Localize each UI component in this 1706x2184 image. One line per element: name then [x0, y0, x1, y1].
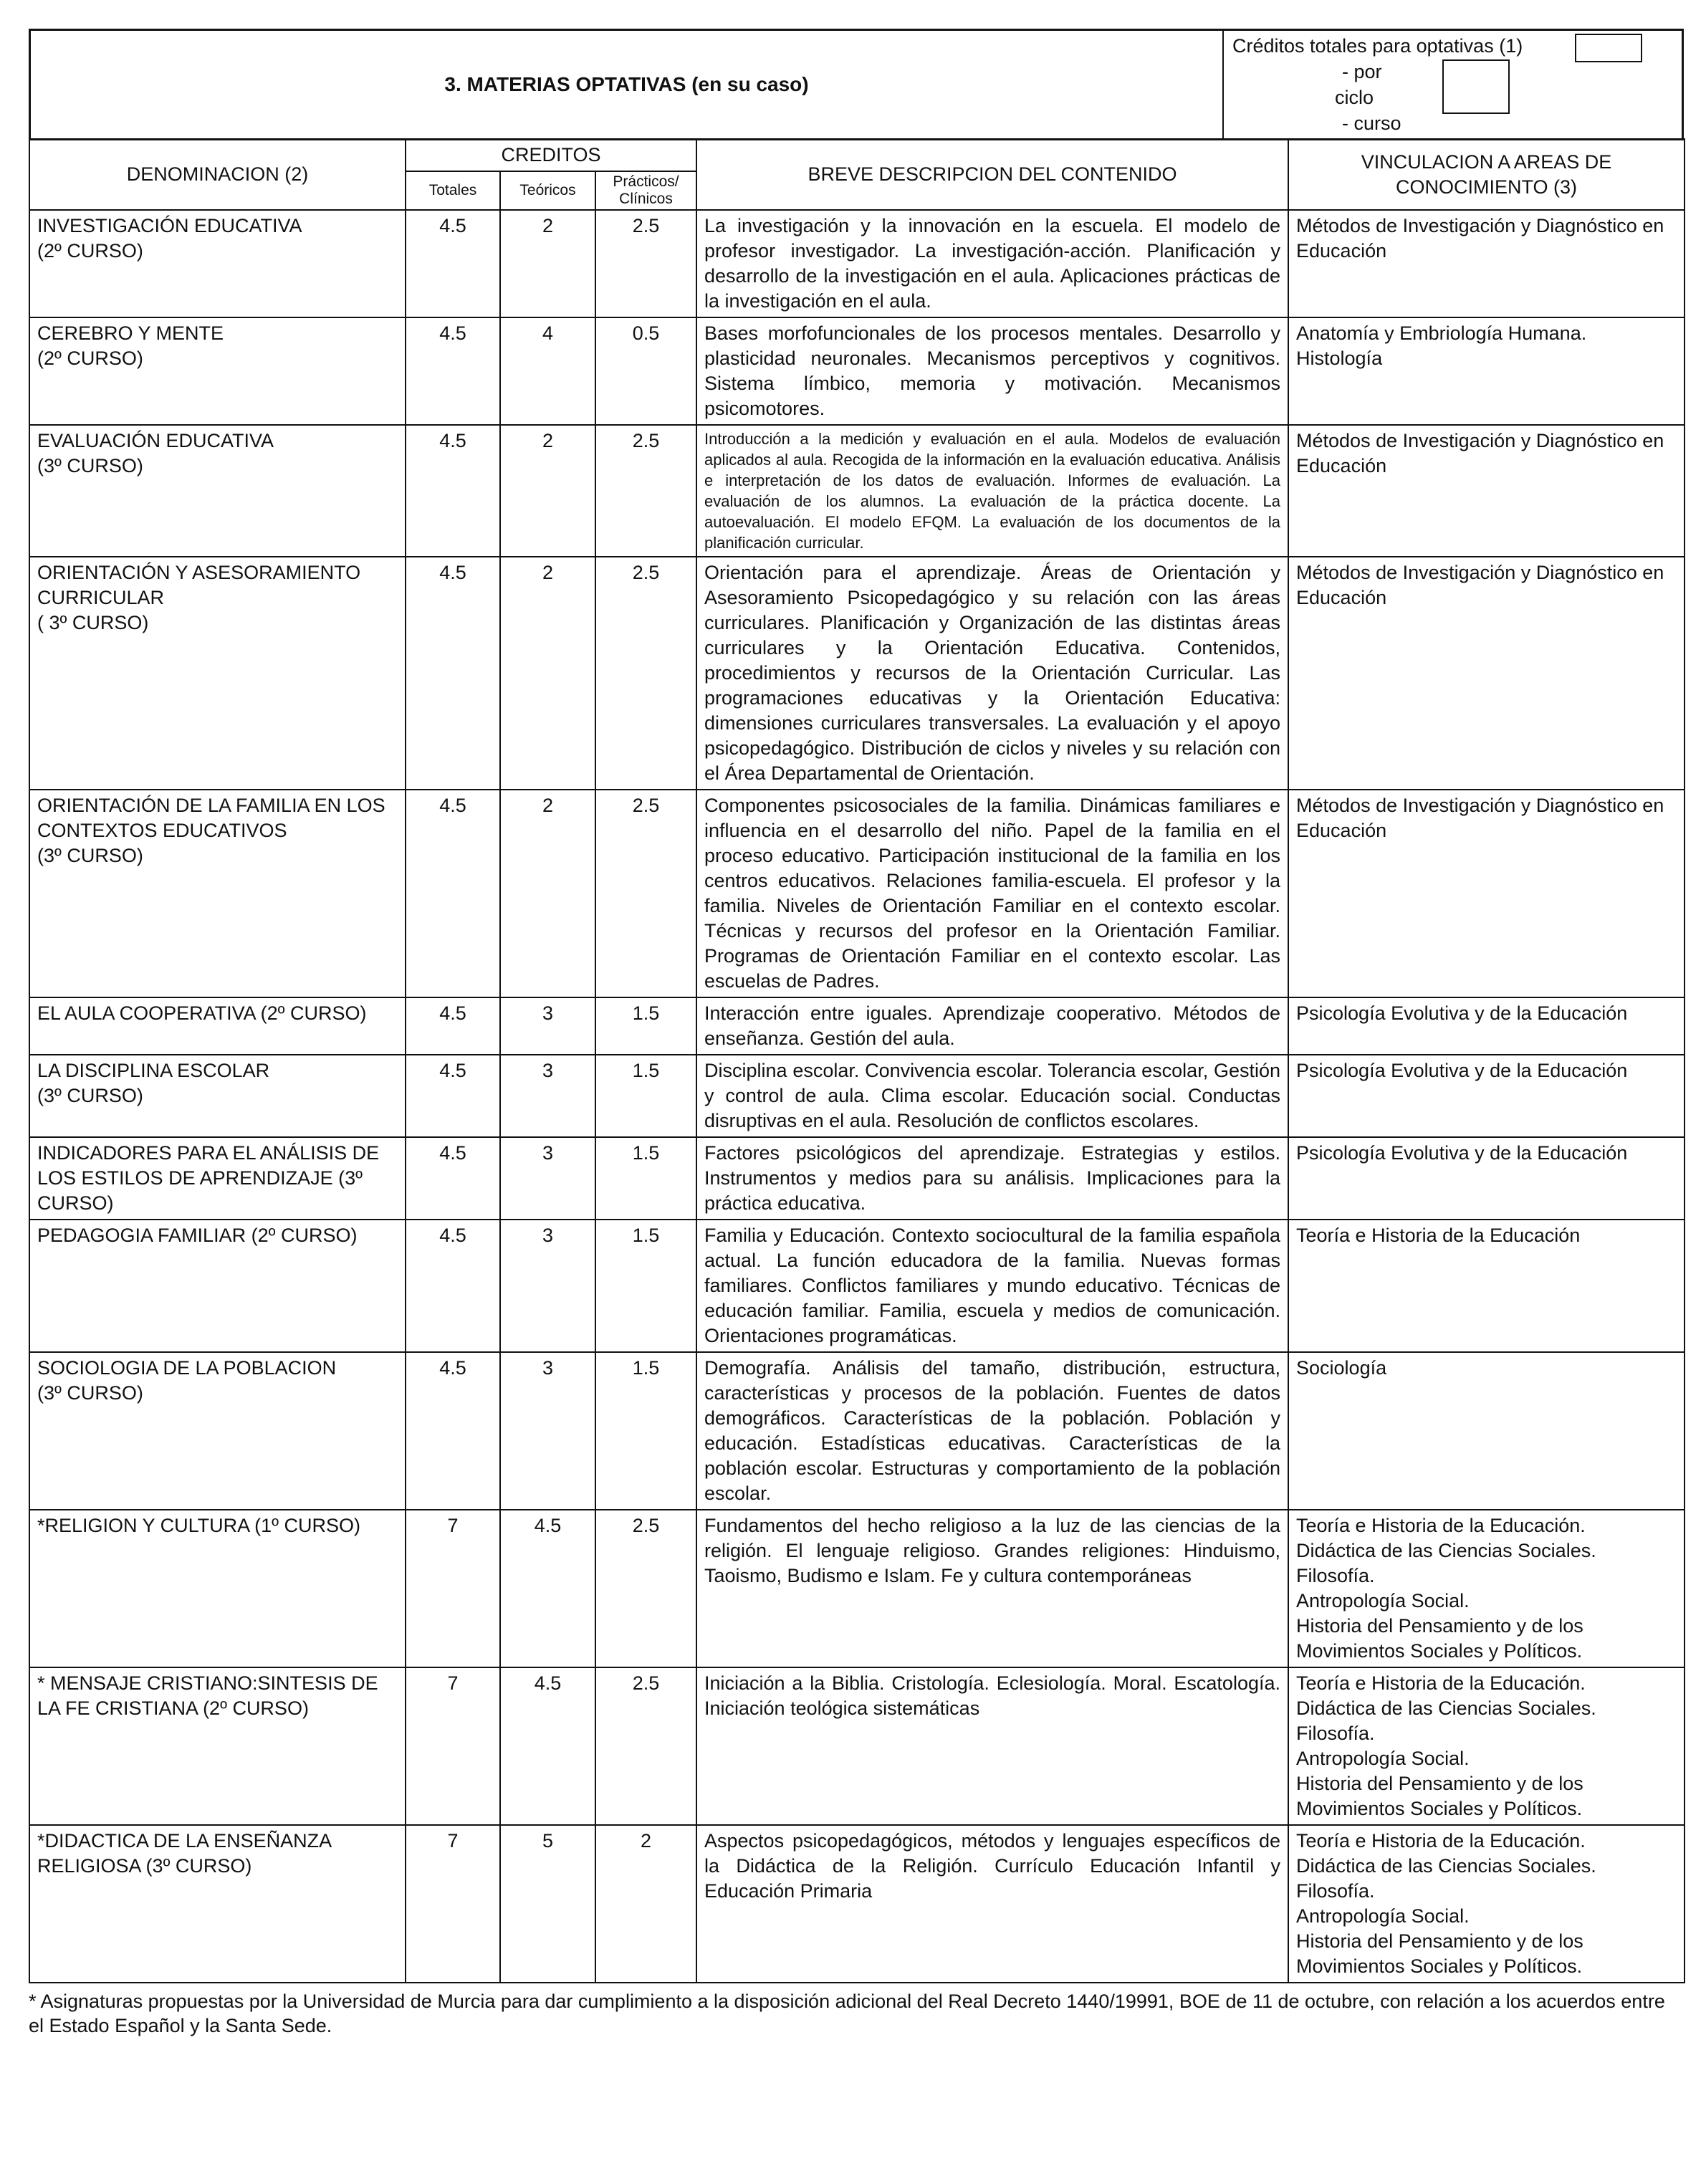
credits-theory: 3	[500, 1220, 595, 1352]
table-row	[29, 557, 1685, 790]
subject-name: LA DISCIPLINA ESCOLAR	[37, 1060, 270, 1081]
area-item: Antropología Social.	[1296, 1905, 1470, 1927]
credits-theory: 3	[500, 997, 595, 1055]
table-row	[29, 317, 1685, 425]
total-credits-label: Créditos totales para optativas (1)	[1232, 35, 1523, 57]
subject-cell	[29, 1825, 406, 1983]
credits-total: 4.5	[406, 1055, 500, 1137]
content-description: Factores psicológicos del aprendizaje. Estrategias y estilos. Instrumentos y medios para su análisis. Implicaciones para la práctica educativa.	[696, 1137, 1288, 1220]
credits-practice: 2.5	[595, 425, 696, 557]
footnote: * Asignaturas propuestas por la Universidad de Murcia para dar cumplimiento a la disposición adicional del Real Decreto 1440/19991, BOE de 11 de octubre, con relación a los acuerdos entre el Estado Español y la Santa Sede.	[29, 1991, 1665, 2036]
content-description: Aspectos psicopedagógicos, métodos y lenguajes específicos de la Didáctica de la Religión. Currículo Educación Infantil y Educación Primaria	[696, 1825, 1288, 1983]
document	[29, 29, 1684, 2038]
credits-total: 4.5	[406, 425, 500, 557]
credits-practice: 1.5	[595, 1137, 696, 1220]
credits-practice: 2.5	[595, 557, 696, 790]
col-descripcion: BREVE DESCRIPCION DEL CONTENIDO	[696, 139, 1288, 210]
area-item: Historia del Pensamiento y de los Movimientos Sociales y Políticos.	[1296, 1615, 1583, 1662]
subject-course: ( 3º CURSO)	[37, 612, 149, 633]
content-description: Iniciación a la Biblia. Cristología. Eclesiología. Moral. Escatología. Iniciación teológica sistemáticas	[696, 1667, 1288, 1825]
area-item: Métodos de Investigación y Diagnóstico en Educación	[1296, 430, 1664, 476]
area-item: Psicología Evolutiva y de la Educación	[1296, 1060, 1628, 1081]
content-description: Componentes psicosociales de la familia. Dinámicas familiares e influencia en el desarrollo del niño. Papel de la familia en el proceso educativo. Participación institucional de la familia en los centros educativos. Relaciones familia-escuela. El profesor y la familia. Niveles de Orientación Familiar en el contexto escolar. Técnicas y recursos del profesor en la Orientación Familiar. Programas de Orientación Familiar en el contexto escolar. Las escuelas de Padres.	[696, 790, 1288, 997]
subjects-table	[29, 138, 1685, 1983]
subject-cell	[29, 1220, 406, 1352]
area-item: Psicología Evolutiva y de la Educación	[1296, 1002, 1628, 1024]
table-row	[29, 997, 1685, 1055]
per-cycle-box	[1442, 59, 1510, 114]
subject-cell	[29, 317, 406, 425]
subject-cell	[29, 997, 406, 1055]
table-row	[29, 1352, 1685, 1510]
area-item: Antropología Social.	[1296, 1748, 1470, 1769]
col-totales: Totales	[406, 171, 500, 210]
section-title: 3. MATERIAS OPTATIVAS (en su caso)	[31, 31, 1224, 138]
subject-cell	[29, 1352, 406, 1510]
credits-total: 4.5	[406, 1137, 500, 1220]
subject-name: CEREBRO Y MENTE	[37, 322, 224, 344]
subject-course: (2º CURSO)	[37, 240, 143, 262]
col-vinculacion: VINCULACION A AREAS DE CONOCIMIENTO (3)	[1288, 139, 1685, 210]
knowledge-areas	[1288, 317, 1685, 425]
knowledge-areas	[1288, 997, 1685, 1055]
col-denominacion: DENOMINACION (2)	[29, 139, 406, 210]
credits-theory: 4.5	[500, 1667, 595, 1825]
credits-total: 7	[406, 1825, 500, 1983]
subject-cell	[29, 210, 406, 317]
subject-cell	[29, 1667, 406, 1825]
area-item: Métodos de Investigación y Diagnóstico en Educación	[1296, 215, 1664, 262]
area-item: Teoría e Historia de la Educación	[1296, 1225, 1581, 1246]
subject-name: SOCIOLOGIA DE LA POBLACION	[37, 1357, 337, 1379]
area-item: Métodos de Investigación y Diagnóstico en Educación	[1296, 562, 1664, 608]
credits-theory: 3	[500, 1055, 595, 1137]
content-description: Disciplina escolar. Convivencia escolar. Tolerancia escolar, Gestión y control de aula. Clima escolar. Educación social. Conductas disruptivas en el aula. Resolución de conflictos escolares.	[696, 1055, 1288, 1137]
knowledge-areas	[1288, 1220, 1685, 1352]
credits-total: 4.5	[406, 1352, 500, 1510]
curso-label: - curso	[1342, 112, 1401, 134]
knowledge-areas	[1288, 557, 1685, 790]
credits-practice: 1.5	[595, 1055, 696, 1137]
credits-practice: 2.5	[595, 210, 696, 317]
content-description: Interacción entre iguales. Aprendizaje cooperativo. Métodos de enseñanza. Gestión del aula.	[696, 997, 1288, 1055]
subject-course: (3º CURSO)	[37, 1382, 143, 1404]
section-header	[29, 29, 1684, 140]
credits-theory: 5	[500, 1825, 595, 1983]
knowledge-areas	[1288, 1137, 1685, 1220]
credits-practice: 2	[595, 1825, 696, 1983]
credits-total: 4.5	[406, 317, 500, 425]
table-row	[29, 1055, 1685, 1137]
col-practicos: Prácticos/ Clínicos	[595, 171, 696, 210]
content-description: Familia y Educación. Contexto sociocultural de la familia española actual. La función educadora de la familia. Nuevas formas familiares. Conflictos familiares y mundo educativo. Técnicas de educación familiar. Familia, escuela y medios de comunicación. Orientaciones programáticas.	[696, 1220, 1288, 1352]
area-item: Filosofía.	[1296, 1565, 1375, 1586]
subject-name: ORIENTACIÓN Y ASESORAMIENTO CURRICULAR	[37, 562, 361, 608]
table-row	[29, 1510, 1685, 1667]
subject-course: (2º CURSO)	[37, 348, 143, 369]
credits-theory: 3	[500, 1137, 595, 1220]
area-item: Didáctica de las Ciencias Sociales.	[1296, 1697, 1596, 1719]
knowledge-areas	[1288, 1510, 1685, 1667]
credits-practice: 2.5	[595, 1667, 696, 1825]
area-item: Didáctica de las Ciencias Sociales.	[1296, 1540, 1596, 1561]
subject-name: *RELIGION Y CULTURA (1º CURSO)	[37, 1515, 360, 1536]
credits-summary	[1224, 31, 1682, 138]
subject-cell	[29, 1510, 406, 1667]
credits-total: 4.5	[406, 210, 500, 317]
area-item: Teoría e Historia de la Educación.	[1296, 1515, 1586, 1536]
subject-name: PEDAGOGIA FAMILIAR (2º CURSO)	[37, 1225, 358, 1246]
subject-name: INDICADORES PARA EL ANÁLISIS DE LOS ESTILOS DE APRENDIZAJE (3º CURSO)	[37, 1142, 380, 1214]
subject-name: ORIENTACIÓN DE LA FAMILIA EN LOS CONTEXTOS EDUCATIVOS	[37, 795, 385, 841]
subject-course: (3º CURSO)	[37, 455, 143, 476]
credits-practice: 1.5	[595, 997, 696, 1055]
credits-theory: 3	[500, 1352, 595, 1510]
credits-theory: 2	[500, 557, 595, 790]
credits-theory: 4	[500, 317, 595, 425]
table-row	[29, 210, 1685, 317]
content-description: Orientación para el aprendizaje. Áreas de Orientación y Asesoramiento Psicopedagógico y su relación con las áreas curriculares. Planificación y Organización de las distintas áreas curriculares y la Orientación Educativa. Contenidos, procedimientos y recursos de la Orientación Curricular. Las programaciones educativas y la Orientación Educativa: dimensiones curriculares transversales. La evaluación y el apoyo psicopedagógico. Distribución de ciclos y niveles y su relación con el Área Departamental de Orientación.	[696, 557, 1288, 790]
area-item: Antropología Social.	[1296, 1590, 1470, 1611]
area-item: Histología	[1296, 348, 1383, 369]
table-row	[29, 1825, 1685, 1983]
content-description: Introducción a la medición y evaluación en el aula. Modelos de evaluación aplicados al aula. Recogida de la información en la evaluación educativa. Análisis e interpretación de los datos de evaluación. Informes de evaluación. La evaluación de los alumnos. La evaluación de la práctica docente. La autoevaluación. El modelo EFQM. La evaluación de los documentos de la planificación curricular.	[696, 425, 1288, 557]
subject-course: (3º CURSO)	[37, 845, 143, 866]
col-teoricos: Teóricos	[500, 171, 595, 210]
table-row	[29, 1667, 1685, 1825]
credits-total: 4.5	[406, 997, 500, 1055]
subject-course: (3º CURSO)	[37, 1085, 143, 1106]
credits-theory: 2	[500, 210, 595, 317]
subject-cell	[29, 790, 406, 997]
subject-name: EVALUACIÓN EDUCATIVA	[37, 430, 274, 451]
area-item: Filosofía.	[1296, 1880, 1375, 1902]
table-header-row	[29, 139, 1685, 171]
ciclo-label: ciclo	[1335, 87, 1374, 108]
subject-name: *DIDACTICA DE LA ENSEÑANZA RELIGIOSA (3º CURSO)	[37, 1830, 331, 1877]
table-row	[29, 1137, 1685, 1220]
area-item: Teoría e Historia de la Educación.	[1296, 1672, 1586, 1694]
content-description: Demografía. Análisis del tamaño, distribución, estructura, características y procesos de la población. Fuentes de datos demográficos. Características de la población. Población y educación. Estadísticas educativas. Características de la población escolar. Estructuras y comportamiento de la población escolar.	[696, 1352, 1288, 1510]
area-item: Filosofía.	[1296, 1723, 1375, 1744]
area-item: Sociología	[1296, 1357, 1387, 1379]
credits-practice: 0.5	[595, 317, 696, 425]
credits-total: 4.5	[406, 557, 500, 790]
table-row	[29, 790, 1685, 997]
content-description: Fundamentos del hecho religioso a la luz de las ciencias de la religión. El lenguaje religioso. Grandes religiones: Hinduismo, Taoismo, Budismo e Islam. Fe y cultura contemporáneas	[696, 1510, 1288, 1667]
col-creditos: CREDITOS	[406, 139, 696, 171]
knowledge-areas	[1288, 1667, 1685, 1825]
subject-cell	[29, 425, 406, 557]
area-item: Métodos de Investigación y Diagnóstico en Educación	[1296, 795, 1664, 841]
credits-practice: 2.5	[595, 790, 696, 997]
knowledge-areas	[1288, 425, 1685, 557]
credits-total: 7	[406, 1667, 500, 1825]
subject-cell	[29, 557, 406, 790]
area-item: Teoría e Historia de la Educación.	[1296, 1830, 1586, 1852]
content-description: Bases morfofuncionales de los procesos mentales. Desarrollo y plasticidad neuronales. Mecanismos perceptivos y cognitivos. Sistema límbico, memoria y motivación. Mecanismos psicomotores.	[696, 317, 1288, 425]
knowledge-areas	[1288, 1825, 1685, 1983]
table-row	[29, 425, 1685, 557]
subject-name: EL AULA COOPERATIVA (2º CURSO)	[37, 1002, 367, 1024]
table-row	[29, 1220, 1685, 1352]
area-item: Historia del Pensamiento y de los Movimientos Sociales y Políticos.	[1296, 1773, 1583, 1819]
total-credits-box	[1575, 34, 1642, 62]
area-item: Didáctica de las Ciencias Sociales.	[1296, 1855, 1596, 1877]
content-description: La investigación y la innovación en la escuela. El modelo de profesor investigador. La investigación-acción. Planificación y desarrollo de la investigación en el aula. Aplicaciones prácticas de la investigación en el aula.	[696, 210, 1288, 317]
area-item: Psicología Evolutiva y de la Educación	[1296, 1142, 1628, 1164]
area-item: Historia del Pensamiento y de los Movimientos Sociales y Políticos.	[1296, 1930, 1583, 1977]
credits-theory: 4.5	[500, 1510, 595, 1667]
credits-theory: 2	[500, 425, 595, 557]
knowledge-areas	[1288, 1055, 1685, 1137]
credits-total: 4.5	[406, 790, 500, 997]
credits-theory: 2	[500, 790, 595, 997]
credits-total: 7	[406, 1510, 500, 1667]
subject-cell	[29, 1055, 406, 1137]
credits-practice: 1.5	[595, 1220, 696, 1352]
subject-name: INVESTIGACIÓN EDUCATIVA	[37, 215, 302, 236]
knowledge-areas	[1288, 1352, 1685, 1510]
table-body	[29, 210, 1685, 1983]
credits-total: 4.5	[406, 1220, 500, 1352]
credits-practice: 1.5	[595, 1352, 696, 1510]
credits-practice: 2.5	[595, 1510, 696, 1667]
subject-cell	[29, 1137, 406, 1220]
area-item: Anatomía y Embriología Humana.	[1296, 322, 1587, 344]
knowledge-areas	[1288, 790, 1685, 997]
subject-name: * MENSAJE CRISTIANO:SINTESIS DE LA FE CRISTIANA (2º CURSO)	[37, 1672, 378, 1719]
knowledge-areas	[1288, 210, 1685, 317]
por-label: - por	[1342, 61, 1382, 82]
